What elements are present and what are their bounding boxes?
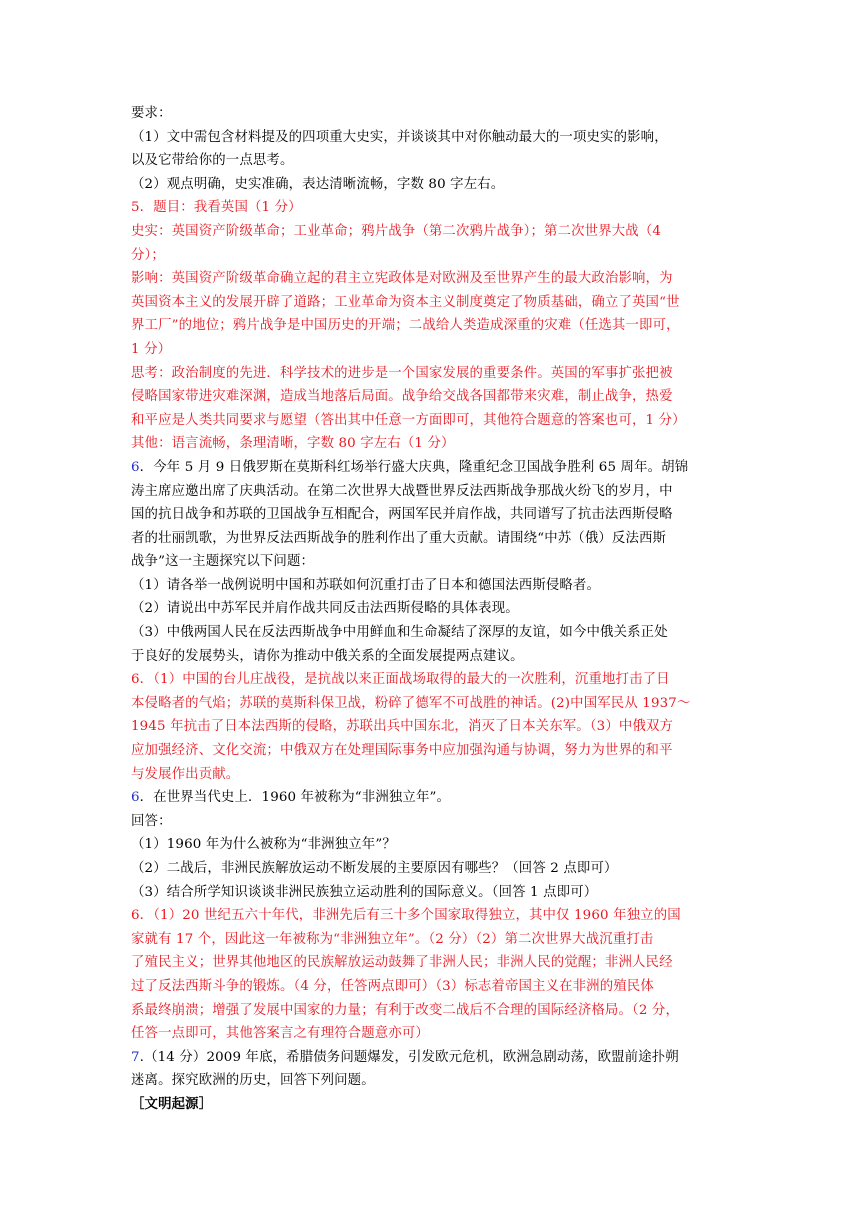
text-line [131,999,735,1023]
line-text: （3）中俄两国人民在反法西斯战争中用鲜血和生命凝结了深厚的友谊，如今中俄关系正处 [131,625,668,641]
text-line [131,621,735,645]
text-line [131,763,735,787]
line-text: 1 分） [131,341,172,357]
line-text: 史实：英国资产阶级革命；工业革命；鸦片战争（第二次鸦片战争）；第二次世界大战（4 [131,223,662,239]
line-text: 应加强经济、文化交流；中俄双方在处理国际事务中应加强沟通与协调，努力为世界的和平 [131,743,673,759]
line-text: （2）观点明确，史实准确，表达清晰流畅，字数 80 字左右。 [131,176,505,192]
line-text: 分）； [131,247,165,263]
line-text: 本侵略者的气焰；苏联的莫斯科保卫战，粉碎了德军不可战胜的神话。(2)中国军民从 1937～ [131,695,691,711]
text-line [131,833,735,857]
line-text: （3）结合所学知识谈谈非洲民族独立运动胜利的国际意义。（回答 1 点即可） [131,884,598,900]
text-line [131,126,735,150]
line-text: （2）二战后，非洲民族解放运动不断发展的主要原因有哪些？（回答 2 点即可） [131,861,618,876]
text-line [131,881,735,905]
text-line [131,1069,735,1093]
text-line [131,149,735,173]
line-text: 过了反法西斯斗争的锻炼。（4 分，任答两点即可）（3）标志着帝国主义在非洲的殖民体 [131,978,654,994]
line-text: 侵略国家带进灾难深渊，造成当地落后局面。战争给交战各国都带来灾难，制止战争，热爱 [131,389,673,405]
line-text: 任答一点即可，其他答案言之有理符合题意亦可） [131,1026,429,1042]
line-text: 5．题目：我看英国（1 分） [131,200,302,216]
text-line [131,951,735,975]
text-line [131,810,735,834]
text-line [131,527,735,551]
text-line [131,314,735,338]
text-line [131,362,735,386]
text-line [131,385,735,409]
text-line [131,1093,735,1117]
text-line [131,715,735,739]
line-text: 要求： [131,106,172,121]
line-text: 战争”这一主题探究以下问题： [131,554,315,570]
line-text: 英国资本主义的发展开辟了道路；工业革命为资本主义制度奠定了物质基础，确立了英国“世 [131,294,680,310]
line-text: 回答： [131,813,172,829]
text-line [131,244,735,268]
text-line [131,480,735,504]
line-text: 影响：英国资产阶级革命确立起的君主立宪政体是对欧洲及至世界产生的最大政治影响，为 [131,271,673,287]
document-page [131,102,735,1117]
text-line [131,291,735,315]
text-line [131,220,735,244]
text-line [131,857,735,881]
text-line [131,267,735,291]
line-text: （1）1960 年为什么被称为“非洲独立年”？ [131,837,396,853]
text-line [131,1022,735,1046]
line-text: 6．（1）20 世纪五六十年代，非洲先后有三十多个国家取得独立，其中仅 1960 年独立的国 [131,908,681,924]
text-line [131,692,735,716]
text-line [131,456,735,480]
line-text: 思考：政治制度的先进．科学技术的进步是一个国家发展的重要条件。英国的军事扩张把被 [131,365,673,381]
text-line [131,668,735,692]
question-number: 6 [131,790,140,806]
text-line [131,1046,735,1070]
text-line [131,550,735,574]
text-line [131,597,735,621]
line-text: 以及它带给你的一点思考。 [131,153,294,169]
text-line [131,645,735,669]
line-text: （2）请说出中苏军民并肩作战共同反击法西斯侵略的具体表现。 [131,601,519,617]
line-text: （1）请各举一战例说明中国和苏联如何沉重打击了日本和德国法西斯侵略者。 [131,577,601,593]
line-text: 国的抗日战争和苏联的卫国战争互相配合，两国军民并肩作战，共同谱写了抗击法西斯侵略 [131,507,673,523]
line-text: 于良好的发展势头，请你为推动中俄关系的全面发展提两点建议。 [131,648,524,664]
text-line [131,574,735,598]
line-text: ．在世界当代史上．1960 年被称为“非洲独立年”。 [139,790,451,806]
line-text: ．今年 5 月 9 日俄罗斯在莫斯科红场举行盛大庆典，隆重纪念卫国战争胜利 65 周年。胡锦 [139,459,689,475]
text-line [131,928,735,952]
line-text: 6．（1）中国的台儿庄战役，是抗战以来正面战场取得的最大的一次胜利，沉重地打击了日 [131,672,670,688]
question-number: 6 [131,459,140,475]
text-line [131,102,735,126]
line-text: .（14 分）2009 年底，希腊债务问题爆发，引发欧元危机，欧洲急剧动荡，欧盟前途扑朔 [139,1049,679,1065]
line-text: 系最终崩溃；增强了发展中国家的力量；有利于改变二战后不合理的国际经济格局。（2 分， [131,1002,679,1018]
text-line [131,409,735,433]
line-text: 涛主席应邀出席了庆典活动。在第二次世界大战暨世界反法西斯战争那战火纷飞的岁月，中 [131,483,673,499]
question-number: 7 [131,1049,140,1065]
text-line [131,739,735,763]
line-text: （1）文中需包含材料提及的四项重大史实，并谈谈其中对你触动最大的一项史实的影响， [131,129,668,145]
text-line [131,904,735,928]
line-text: 了殖民主义；世界其他地区的民族解放运动鼓舞了非洲人民；非洲人民的觉醒；非洲人民经 [131,955,673,971]
line-text: 迷离。探究欧洲的历史，回答下列问题。 [131,1073,375,1089]
text-line [131,196,735,220]
line-text: 家就有 17 个，因此这一年被称为“非洲独立年”。（2 分）（2）第二次世界大战沉重打击 [131,931,654,947]
line-text: 界工厂”的地位；鸦片战争是中国历史的开端；二战给人类造成深重的灾难（任选其一即可， [131,318,680,334]
text-line [131,975,735,999]
line-text: 与发展作出贡献。 [131,766,240,782]
line-text: 1945 年抗击了日本法西斯的侵略，苏联出兵中国东北，消灭了日本关东军。（3）中俄双方 [131,719,674,735]
line-text: ［文明起源］ [131,1095,213,1112]
text-line [131,432,735,456]
text-line [131,338,735,362]
line-text: 者的壮丽凯歌，为世界反法西斯战争的胜利作出了重大贡献。请围绕“中苏（俄）反法西斯 [131,530,667,546]
text-line [131,786,735,810]
line-text: 和平应是人类共同要求与愿望（答出其中任意一方面即可，其他符合题意的答案也可，1 分） [131,412,686,428]
line-text: 其他：语言流畅，条理清晰，字数 80 字左右（1 分） [131,436,455,452]
text-line [131,503,735,527]
text-line [131,173,735,197]
